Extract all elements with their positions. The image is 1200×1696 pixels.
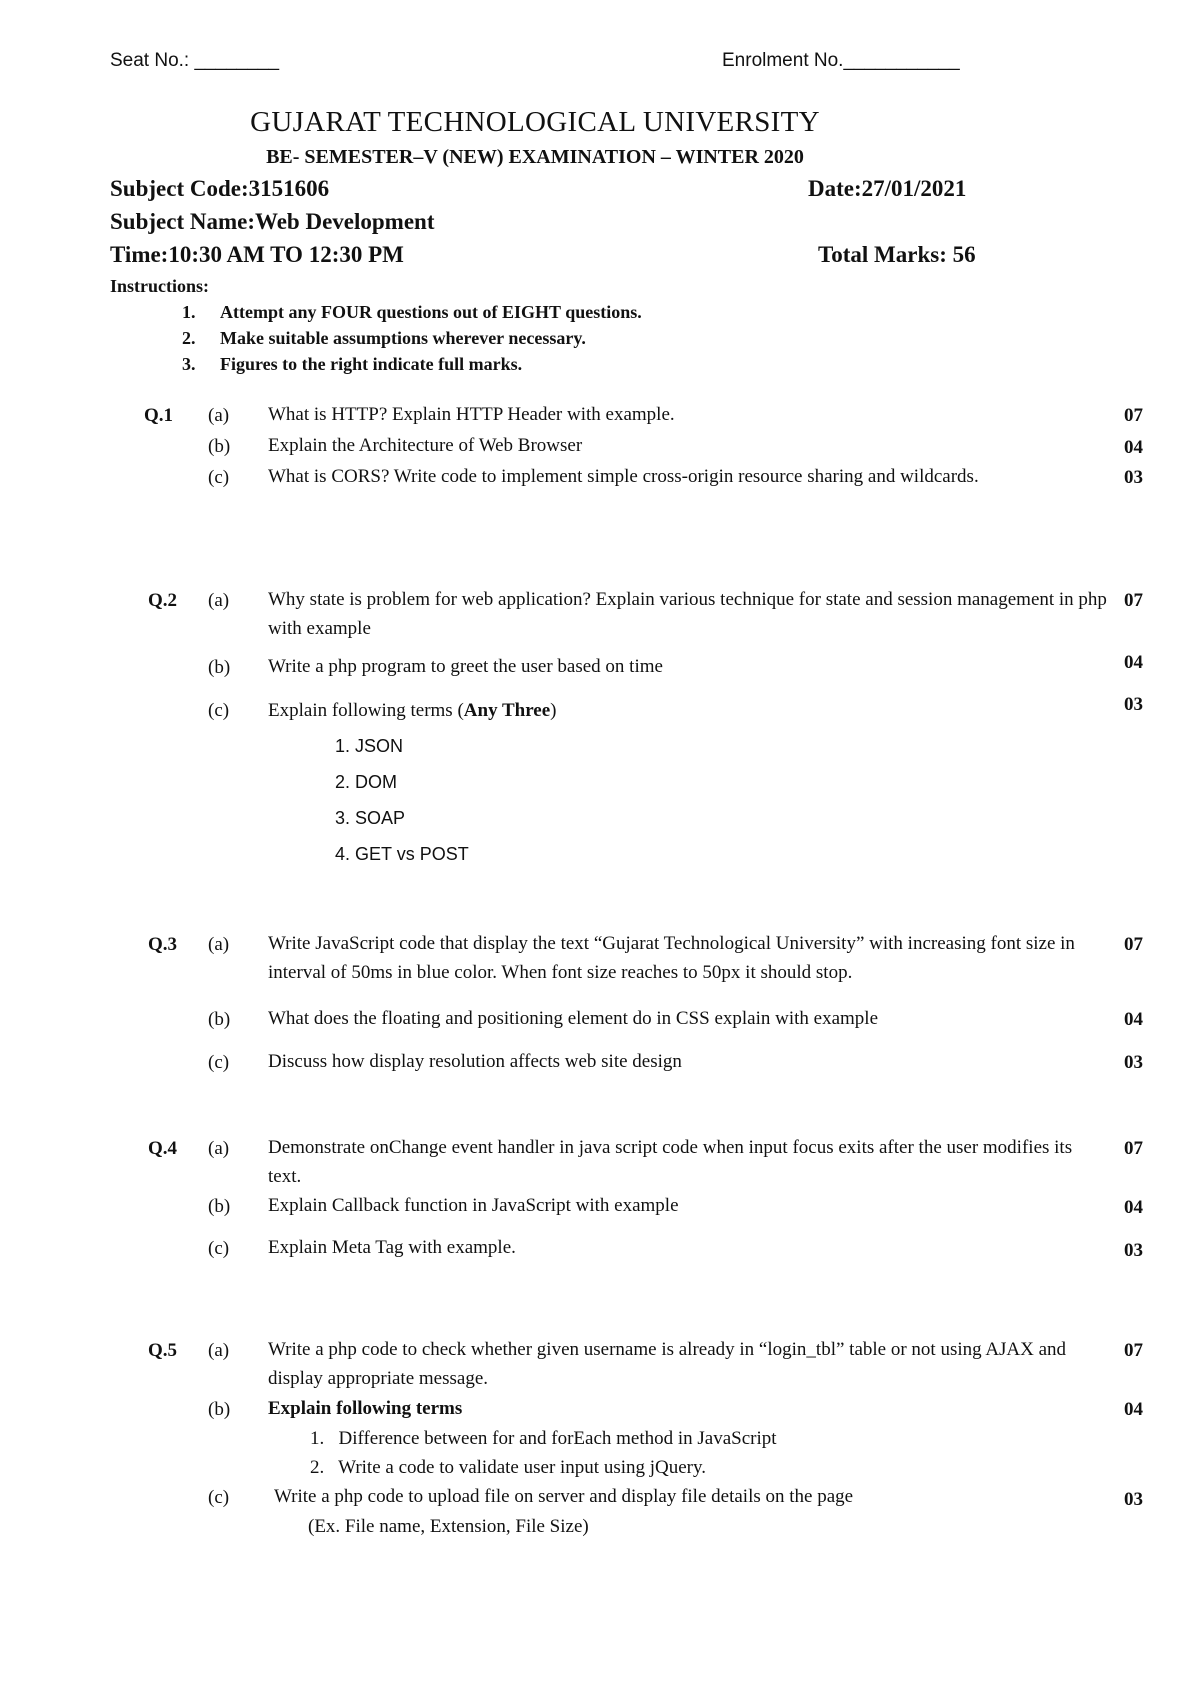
part-label: (a) bbox=[208, 1138, 230, 1159]
question-text: Discuss how display resolution affects web site design bbox=[268, 1051, 682, 1072]
part-label: (c) bbox=[208, 1487, 230, 1508]
question-text: Explain Meta Tag with example. bbox=[268, 1237, 516, 1258]
question-text: Write a php code to upload file on server and display file details on the page bbox=[274, 1486, 854, 1507]
instruction-number: 1. bbox=[182, 302, 196, 322]
part-label: (c) bbox=[208, 700, 230, 721]
instruction-number: 3. bbox=[182, 354, 196, 374]
part-label: (a) bbox=[208, 590, 230, 611]
part-label: (b) bbox=[208, 657, 231, 678]
subject-code: Subject Code:3151606 bbox=[110, 176, 330, 201]
university-title: GUJARAT TECHNOLOGICAL UNIVERSITY bbox=[250, 106, 820, 138]
instruction-text: Attempt any FOUR questions out of EIGHT questions. bbox=[220, 302, 642, 322]
exam-date: Date:27/01/2021 bbox=[808, 176, 967, 201]
question-text: Demonstrate onChange event handler in java script code when input focus exits after the user modifies its text. bbox=[268, 1137, 1073, 1187]
seat-number-label: Seat No.: ________ bbox=[110, 50, 280, 71]
exam-time: Time:10:30 AM TO 12:30 PM bbox=[110, 242, 404, 267]
part-label: (b) bbox=[208, 1196, 231, 1217]
question-text: Why state is problem for web application? Explain various technique for state and session management in php with example bbox=[268, 589, 1107, 639]
part-label: (b) bbox=[208, 436, 231, 457]
question-text: What does the floating and positioning element do in CSS explain with example bbox=[268, 1008, 879, 1029]
part-label: (c) bbox=[208, 1052, 230, 1073]
marks: 07 bbox=[1124, 1138, 1143, 1159]
marks: 03 bbox=[1124, 1052, 1143, 1073]
sub-item: 1. Difference between for and forEach method in JavaScript bbox=[310, 1428, 777, 1449]
question-number: Q.2 bbox=[148, 590, 178, 611]
question-number: Q.1 bbox=[144, 405, 174, 426]
part-label: (a) bbox=[208, 405, 230, 426]
question-note: (Ex. File name, Extension, File Size) bbox=[308, 1516, 589, 1537]
question-text-suffix: ) bbox=[550, 700, 557, 721]
exam-title: BE- SEMESTER–V (NEW) EXAMINATION – WINTER 2020 bbox=[266, 146, 804, 168]
part-label: (b) bbox=[208, 1399, 231, 1420]
marks: 03 bbox=[1124, 1489, 1143, 1510]
question-text: Explain the Architecture of Web Browser bbox=[268, 435, 583, 456]
question-text: What is HTTP? Explain HTTP Header with example. bbox=[268, 404, 675, 425]
sub-item: 3. SOAP bbox=[335, 808, 406, 828]
instructions-title: Instructions: bbox=[110, 276, 210, 296]
instruction-text: Make suitable assumptions wherever necessary. bbox=[220, 328, 586, 348]
marks: 04 bbox=[1124, 437, 1143, 458]
part-label: (b) bbox=[208, 1009, 231, 1030]
question-text: Explain Callback function in JavaScript with example bbox=[268, 1195, 679, 1216]
question-text-prefix: Explain following terms ( bbox=[268, 700, 464, 721]
question-number: Q.5 bbox=[148, 1340, 178, 1361]
total-marks: Total Marks: 56 bbox=[818, 242, 976, 267]
marks: 04 bbox=[1124, 1009, 1143, 1030]
instruction-text: Figures to the right indicate full marks. bbox=[220, 354, 523, 374]
sub-item: 2. Write a code to validate user input using jQuery. bbox=[310, 1457, 707, 1478]
instruction-number: 2. bbox=[182, 328, 196, 348]
marks: 07 bbox=[1124, 1340, 1143, 1361]
enrolment-number-label: Enrolment No.___________ bbox=[722, 50, 960, 71]
marks: 07 bbox=[1124, 405, 1143, 426]
question-number: Q.4 bbox=[148, 1138, 178, 1159]
marks: 04 bbox=[1124, 652, 1143, 673]
question-text: Write a php code to check whether given username is already in “login_tbl” table or not using AJAX and display appropriate message. bbox=[268, 1339, 1067, 1389]
question-number: Q.3 bbox=[148, 934, 178, 955]
marks: 07 bbox=[1124, 934, 1143, 955]
sub-item: 1. JSON bbox=[335, 736, 404, 756]
part-label: (c) bbox=[208, 467, 230, 488]
question-text: Write JavaScript code that display the text “Gujarat Technological University” with increasing font size in interval of 50ms in blue color. When font size reaches to 50px it should stop. bbox=[268, 933, 1075, 983]
question-text: What is CORS? Write code to implement simple cross-origin resource sharing and wildcards. bbox=[268, 466, 979, 487]
marks: 04 bbox=[1124, 1399, 1143, 1420]
marks: 07 bbox=[1124, 590, 1143, 611]
sub-item: 4. GET vs POST bbox=[335, 844, 469, 864]
marks: 03 bbox=[1124, 1240, 1143, 1261]
marks: 04 bbox=[1124, 1197, 1143, 1218]
question-text: Explain following terms bbox=[268, 1398, 463, 1419]
marks: 03 bbox=[1124, 694, 1143, 715]
question-text-emphasis: Any Three bbox=[463, 700, 551, 721]
question-text bbox=[268, 700, 557, 722]
marks: 03 bbox=[1124, 467, 1143, 488]
subject-name: Subject Name:Web Development bbox=[110, 209, 435, 234]
part-label: (c) bbox=[208, 1238, 230, 1259]
question-text: Write a php program to greet the user based on time bbox=[268, 656, 663, 677]
part-label: (a) bbox=[208, 1340, 230, 1361]
part-label: (a) bbox=[208, 934, 230, 955]
sub-item: 2. DOM bbox=[335, 772, 398, 792]
